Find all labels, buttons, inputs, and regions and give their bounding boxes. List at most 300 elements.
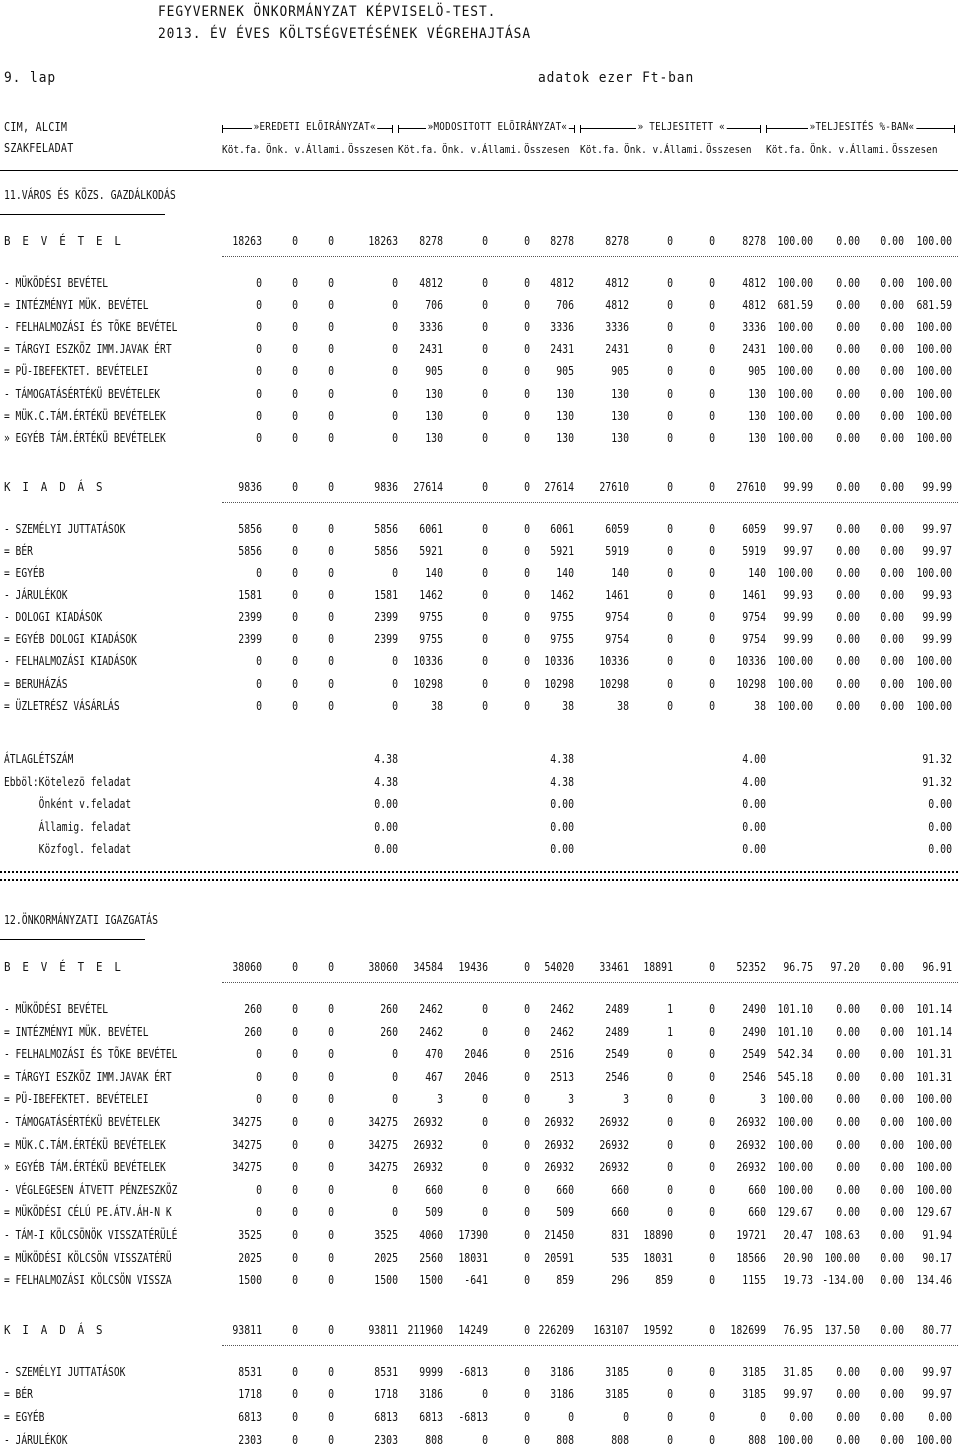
row-label: = EGYÉB xyxy=(4,566,45,580)
cell-value: 0 xyxy=(524,1228,530,1242)
row-label: Önként v.feladat xyxy=(4,797,132,811)
cell-value: 0 xyxy=(709,1364,715,1379)
cell-value: 681.59 xyxy=(916,298,952,313)
cell-value: 9754 xyxy=(742,610,766,625)
cell-value: 0 xyxy=(328,1322,334,1337)
cell-value: 5919 xyxy=(605,543,629,558)
cell-value: 0 xyxy=(256,654,262,669)
cell-value: 0 xyxy=(328,1364,334,1379)
cell-value: 0 xyxy=(667,676,673,691)
cell-value: 10298 xyxy=(599,676,629,691)
subheader-0-2: Állami. xyxy=(306,143,346,156)
cell-value: 0 xyxy=(328,1115,334,1129)
cell-value: 129.67 xyxy=(916,1205,952,1220)
cell-value: 34275 xyxy=(232,1137,262,1152)
cell-value: 100.00 xyxy=(777,234,813,248)
cell-value: 38 xyxy=(617,698,629,713)
cell-value: 99.99 xyxy=(922,610,952,625)
cell-value: 0 xyxy=(482,1115,488,1129)
cell-value: 0 xyxy=(328,408,334,423)
cell-value: 100.00 xyxy=(777,1115,813,1129)
cell-value: 2546 xyxy=(605,1069,629,1084)
cell-value: 0 xyxy=(328,234,334,248)
cell-value: 0 xyxy=(328,1273,334,1288)
cell-value: 0.00 xyxy=(836,1092,860,1107)
cell-value: 100.00 xyxy=(916,1115,952,1129)
cell-value: 100.00 xyxy=(777,276,813,290)
cell-value: 2431 xyxy=(742,342,766,357)
cell-value: 97.20 xyxy=(830,960,860,974)
cell-value: 99.99 xyxy=(783,632,813,647)
cell-value: 99.97 xyxy=(922,521,952,536)
table-row xyxy=(0,320,960,340)
cell-value: 9755 xyxy=(550,610,574,625)
cell-value: 0 xyxy=(328,676,334,691)
cell-value: 100.00 xyxy=(916,1160,952,1175)
cell-value: 100.00 xyxy=(916,408,952,423)
cell-value: 0 xyxy=(524,1115,530,1129)
cell-value: 0 xyxy=(709,521,715,536)
cell-value: 3186 xyxy=(419,1387,443,1402)
subheader-1-2: Állami. xyxy=(482,143,522,156)
cell-value: 1500 xyxy=(419,1273,443,1288)
cell-value: 0 xyxy=(709,276,715,290)
table-row xyxy=(0,632,960,652)
subheader-2-0: Köt.fa. xyxy=(580,143,620,156)
row-label: - MÜKÖDÉSI BEVÉTEL xyxy=(4,276,109,290)
cell-value: 0.00 xyxy=(880,1205,904,1220)
block-header-row xyxy=(0,480,960,500)
cell-value: 0 xyxy=(328,960,334,974)
cell-value: 0.00 xyxy=(836,1182,860,1197)
cell-value: 9836 xyxy=(374,479,398,494)
block-header-row xyxy=(0,960,960,980)
row-label: = MÜK.C.TÁM.ÉRTÉKÜ BEVÉTELEK xyxy=(4,1137,166,1152)
cell-value: 5919 xyxy=(742,543,766,558)
cell-value: 34275 xyxy=(232,1115,262,1129)
cell-value: 99.97 xyxy=(783,543,813,558)
cell-value: 0 xyxy=(709,1002,715,1016)
cell-value: 0.00 xyxy=(880,386,904,401)
cell-value: 0 xyxy=(667,521,673,536)
cell-value: 0.00 xyxy=(836,1024,860,1039)
cell-value: 0 xyxy=(392,364,398,379)
cell-value: 9755 xyxy=(550,632,574,647)
cell-value: 0 xyxy=(292,566,298,580)
cell-value: 27614 xyxy=(544,479,574,494)
cell-value: 130 xyxy=(556,386,574,401)
cell-value: 808 xyxy=(611,1432,629,1447)
cell-value: 0 xyxy=(482,654,488,669)
row-label: » EGYÉB TÁM.ÉRTÉKÜ BEVÉTELEK xyxy=(4,1160,166,1175)
row-label: = ÜZLETRÉSZ VÁSÁRLÁS xyxy=(4,698,120,713)
cell-value: 0 xyxy=(292,276,298,290)
cell-value: 0 xyxy=(328,276,334,290)
col-header-szakfeladat: SZAKFELADAT xyxy=(4,141,74,155)
cell-value: 0 xyxy=(709,1205,715,1220)
table-row xyxy=(0,1365,960,1385)
cell-value: 0 xyxy=(482,566,488,580)
group-teljesitett: » TELJESITETT « xyxy=(637,120,725,133)
cell-value: 0.00 xyxy=(880,408,904,423)
cell-value: 10336 xyxy=(413,654,443,669)
cell-value: 0 xyxy=(328,1137,334,1152)
table-row xyxy=(0,677,960,697)
cell-value: 808 xyxy=(425,1432,443,1447)
table-row xyxy=(0,610,960,630)
subheader-1-3: Összesen xyxy=(524,143,570,156)
cell-value: 100.00 xyxy=(916,1137,952,1152)
cell-value: 3185 xyxy=(605,1364,629,1379)
cell-value: 0 xyxy=(292,1115,298,1129)
cell-value: 0 xyxy=(524,1182,530,1197)
cell-value: 0 xyxy=(667,1387,673,1402)
cell-value: -134.00 xyxy=(822,1273,864,1288)
row-label: = BÉR xyxy=(4,543,33,558)
cell-value: 0.00 xyxy=(880,479,904,494)
report-title: FEGYVERNEK ÖNKORMÁNYZAT KÉPVISELÖ-TEST. xyxy=(158,4,497,20)
table-row xyxy=(0,1092,960,1112)
cell-value: 26932 xyxy=(736,1115,766,1129)
cell-value: 100.00 xyxy=(777,364,813,379)
cell-value: 0 xyxy=(328,364,334,379)
row-label: » EGYÉB TÁM.ÉRTÉKÜ BEVÉTELEK xyxy=(4,430,166,445)
cell-value: 163107 xyxy=(593,1322,629,1337)
cell-value: 0.00 xyxy=(836,1387,860,1402)
cell-value: 26932 xyxy=(413,1115,443,1129)
cell-value: 100.00 xyxy=(916,234,952,248)
cell-value: 0 xyxy=(524,1432,530,1447)
cell-value: 0 xyxy=(524,408,530,423)
cell-value: 0.00 xyxy=(836,1364,860,1379)
cell-value: 0 xyxy=(256,342,262,357)
cell-value: 0.00 xyxy=(880,1069,904,1084)
cell-value: 467 xyxy=(425,1069,443,1084)
cell-value: 0 xyxy=(328,479,334,494)
cell-value: 859 xyxy=(556,1273,574,1288)
row-label: - FELHALMOZÁSI KIADÁSOK xyxy=(4,654,137,669)
cell-value: 0 xyxy=(482,430,488,445)
cell-value: 859 xyxy=(655,1273,673,1288)
cell-value: 0 xyxy=(292,430,298,445)
cell-value: 0.00 xyxy=(880,632,904,647)
cell-value: 0 xyxy=(709,632,715,647)
cell-value: 8278 xyxy=(605,234,629,248)
cell-value: 660 xyxy=(556,1182,574,1197)
cell-value: 0 xyxy=(392,1047,398,1062)
cell-value: 0 xyxy=(256,1092,262,1107)
cell-value: 100.00 xyxy=(777,654,813,669)
table-row xyxy=(0,1251,960,1271)
cell-value: 3185 xyxy=(742,1387,766,1402)
cell-value: 0 xyxy=(667,698,673,713)
cell-value: 137.50 xyxy=(824,1322,860,1337)
cell-value: 4812 xyxy=(742,298,766,313)
cell-value: 0 xyxy=(709,430,715,445)
cell-value: 90.17 xyxy=(922,1250,952,1265)
cell-value: 0.00 xyxy=(880,1273,904,1288)
cell-value: 1461 xyxy=(605,588,629,603)
cell-value: 100.00 xyxy=(777,1182,813,1197)
cell-value: 99.93 xyxy=(783,588,813,603)
cell-value: 0.00 xyxy=(880,1024,904,1039)
cell-value: 17390 xyxy=(458,1228,488,1242)
cell-value: 0 xyxy=(482,521,488,536)
cell-value: 0 xyxy=(292,698,298,713)
cell-value: 99.99 xyxy=(783,479,813,494)
cell-value: 34275 xyxy=(368,1137,398,1152)
cell-value: 0 xyxy=(709,654,715,669)
row-label: = MÜK.C.TÁM.ÉRTÉKÜ BEVÉTELEK xyxy=(4,408,166,423)
cell-value: 0.00 xyxy=(550,797,574,811)
cell-value: 0.00 xyxy=(880,654,904,669)
cell-value: 5856 xyxy=(374,543,398,558)
cell-value: 100.00 xyxy=(916,364,952,379)
cell-value: 0 xyxy=(524,1047,530,1062)
cell-value: 0.00 xyxy=(880,364,904,379)
cell-value: 0 xyxy=(256,320,262,335)
cell-value: 5856 xyxy=(238,543,262,558)
cell-value: 100.00 xyxy=(916,698,952,713)
row-label: = INTÉZMÉNYI MÜK. BEVÉTEL xyxy=(4,298,149,313)
cell-value: 0 xyxy=(709,1024,715,1039)
cell-value: 91.32 xyxy=(922,774,952,789)
cell-value: 0.00 xyxy=(880,1160,904,1175)
cell-value: 0 xyxy=(709,1410,715,1424)
row-label: = BERUHÁZÁS xyxy=(4,676,68,691)
row-label: - JÁRULÉKOK xyxy=(4,1432,68,1447)
cell-value: 0.00 xyxy=(836,543,860,558)
cell-value: 0.00 xyxy=(880,588,904,603)
cell-value: 0 xyxy=(709,543,715,558)
subheader-2-1: Önk. v. xyxy=(624,143,664,156)
cell-value: 0 xyxy=(709,1228,715,1242)
cell-value: 260 xyxy=(244,1024,262,1039)
table-row xyxy=(0,1070,960,1090)
cell-value: 0 xyxy=(292,1432,298,1447)
cell-value: 0.00 xyxy=(880,1322,904,1337)
cell-value: 0.00 xyxy=(880,430,904,445)
cell-value: 18566 xyxy=(736,1250,766,1265)
cell-value: 4812 xyxy=(742,276,766,290)
cell-value: 0 xyxy=(256,1182,262,1197)
cell-value: 0 xyxy=(524,479,530,494)
cell-value: 0 xyxy=(292,234,298,248)
cell-value: 0.00 xyxy=(880,1250,904,1265)
cell-value: 0 xyxy=(392,298,398,313)
cell-value: 0.00 xyxy=(742,842,766,856)
cell-value: 0.00 xyxy=(742,819,766,834)
row-label: = BÉR xyxy=(4,1387,33,1402)
cell-value: 0.00 xyxy=(836,588,860,603)
cell-value: 0 xyxy=(524,1092,530,1107)
cell-value: 1462 xyxy=(550,588,574,603)
cell-value: 4.38 xyxy=(374,774,398,789)
cell-value: 0 xyxy=(292,1092,298,1107)
table-row xyxy=(0,1410,960,1430)
cell-value: -6813 xyxy=(458,1410,488,1424)
table-row xyxy=(0,1228,960,1248)
cell-value: 2560 xyxy=(419,1250,443,1265)
cell-value: 0 xyxy=(524,276,530,290)
cell-value: 0.00 xyxy=(880,566,904,580)
cell-value: 905 xyxy=(425,364,443,379)
cell-value: 1155 xyxy=(742,1273,766,1288)
cell-value: 0.00 xyxy=(836,610,860,625)
cell-value: 91.32 xyxy=(922,752,952,766)
cell-value: 99.99 xyxy=(922,632,952,647)
cell-value: 0 xyxy=(709,234,715,248)
row-label: = TÁRGYI ESZKÖZ IMM.JAVAK ÉRT xyxy=(4,1069,172,1084)
cell-value: 0 xyxy=(524,610,530,625)
cell-value: 0 xyxy=(524,566,530,580)
cell-value: 0.00 xyxy=(880,1047,904,1062)
cell-value: 0 xyxy=(524,1160,530,1175)
cell-value: 0.00 xyxy=(836,342,860,357)
cell-value: 0.00 xyxy=(836,566,860,580)
cell-value: 100.00 xyxy=(916,276,952,290)
cell-value: 0 xyxy=(292,960,298,974)
cell-value: 0.00 xyxy=(880,543,904,558)
cell-value: 0.00 xyxy=(836,1115,860,1129)
cell-value: 0 xyxy=(292,1137,298,1152)
cell-value: 0 xyxy=(524,1273,530,1288)
section-title: 11.VÁROS ÉS KÖZS. GAZDÁLKODÁS xyxy=(4,188,176,202)
cell-value: 0 xyxy=(667,1410,673,1424)
cell-value: 260 xyxy=(380,1002,398,1016)
cell-value: 0 xyxy=(482,588,488,603)
cell-value: 100.00 xyxy=(777,1137,813,1152)
cell-value: 0 xyxy=(392,276,398,290)
cell-value: 0 xyxy=(292,1160,298,1175)
cell-value: 1500 xyxy=(374,1273,398,1288)
cell-value: 0.00 xyxy=(880,1115,904,1129)
cell-value: 93811 xyxy=(232,1322,262,1337)
cell-value: 0 xyxy=(292,479,298,494)
cell-value: 0 xyxy=(328,386,334,401)
cell-value: 26932 xyxy=(599,1160,629,1175)
cell-value: 0 xyxy=(524,1205,530,1220)
cell-value: 0.00 xyxy=(928,797,952,811)
cell-value: 6059 xyxy=(742,521,766,536)
cell-value: 4812 xyxy=(605,276,629,290)
cell-value: 54020 xyxy=(544,960,574,974)
cell-value: 3185 xyxy=(742,1364,766,1379)
cell-value: 0 xyxy=(524,386,530,401)
table-row xyxy=(0,431,960,451)
cell-value: 0 xyxy=(667,364,673,379)
cell-value: 20.47 xyxy=(783,1228,813,1242)
group-modositott: »MODOSITOTT ELÕIRÁNYZAT« xyxy=(427,120,568,133)
cell-value: 0 xyxy=(328,1250,334,1265)
cell-value: 100.00 xyxy=(777,320,813,335)
cell-value: 38060 xyxy=(232,960,262,974)
block-header-row xyxy=(0,1323,960,1343)
table-row xyxy=(0,1273,960,1293)
cell-value: 0 xyxy=(524,430,530,445)
cell-value: 19436 xyxy=(458,960,488,974)
cell-value: 0 xyxy=(524,1002,530,1016)
cell-value: 4.00 xyxy=(742,752,766,766)
cell-value: 0 xyxy=(392,430,398,445)
cell-value: 3 xyxy=(568,1092,574,1107)
row-label: = MÜKÖDÉSI KÖLCSÖN VISSZATÉRÜ xyxy=(4,1250,172,1265)
cell-value: 660 xyxy=(748,1182,766,1197)
table-row xyxy=(0,1115,960,1135)
cell-value: 130 xyxy=(748,386,766,401)
row-label: - DOLOGI KIADÁSOK xyxy=(4,610,103,625)
cell-value: 0 xyxy=(524,543,530,558)
cell-value: 0 xyxy=(392,1092,398,1107)
cell-value: 18263 xyxy=(232,234,262,248)
subheader-3-0: Köt.fa. xyxy=(766,143,806,156)
cell-value: 0 xyxy=(524,960,530,974)
row-label: = PÜ-IBEFEKTET. BEVÉTELEI xyxy=(4,1092,149,1107)
cell-value: 100.00 xyxy=(777,698,813,713)
block-header-row xyxy=(0,234,960,254)
cell-value: 3186 xyxy=(550,1364,574,1379)
cell-value: 26932 xyxy=(599,1115,629,1129)
cell-value: 99.97 xyxy=(783,1387,813,1402)
group-eredeti: »EREDETI ELÕIRÁNYZAT« xyxy=(253,120,376,133)
cell-value: 99.99 xyxy=(783,610,813,625)
cell-value: 0 xyxy=(524,320,530,335)
cell-value: 0.00 xyxy=(374,819,398,834)
cell-value: 101.31 xyxy=(916,1069,952,1084)
cell-value: 0 xyxy=(482,1137,488,1152)
row-label: K I A D Á S xyxy=(4,479,106,494)
cell-value: 0.00 xyxy=(880,1432,904,1447)
cell-value: 27610 xyxy=(736,479,766,494)
cell-value: 26932 xyxy=(413,1160,443,1175)
table-row xyxy=(0,588,960,608)
row-label: - MÜKÖDÉSI BEVÉTEL xyxy=(4,1002,109,1016)
table-row xyxy=(0,522,960,542)
cell-value: 0 xyxy=(524,676,530,691)
cell-value: 130 xyxy=(611,408,629,423)
cell-value: 38 xyxy=(431,698,443,713)
cell-value: 18891 xyxy=(643,960,673,974)
cell-value: 130 xyxy=(748,430,766,445)
row-label: = EGYÉB DOLOGI KIADÁSOK xyxy=(4,632,137,647)
cell-value: 0.00 xyxy=(836,1069,860,1084)
cell-value: 0 xyxy=(482,543,488,558)
cell-value: 0 xyxy=(482,610,488,625)
cell-value: 0 xyxy=(524,1387,530,1402)
cell-value: 2462 xyxy=(419,1002,443,1016)
cell-value: 9755 xyxy=(419,610,443,625)
cell-value: 0.00 xyxy=(836,676,860,691)
cell-value: 9754 xyxy=(605,632,629,647)
cell-value: 0 xyxy=(482,1160,488,1175)
cell-value: 260 xyxy=(380,1024,398,1039)
cell-value: 9754 xyxy=(742,632,766,647)
cell-value: 470 xyxy=(425,1047,443,1062)
cell-value: 130 xyxy=(556,408,574,423)
cell-value: 4060 xyxy=(419,1228,443,1242)
subheader-0-1: Önk. v. xyxy=(266,143,306,156)
row-label: - TÁMOGATÁSÉRTÉKÜ BEVÉTELEK xyxy=(4,386,161,401)
cell-value: 100.00 xyxy=(777,566,813,580)
cell-value: 0 xyxy=(392,342,398,357)
cell-value: 0 xyxy=(482,1002,488,1016)
cell-value: 6813 xyxy=(238,1410,262,1424)
cell-value: 0 xyxy=(256,386,262,401)
cell-value: 0.00 xyxy=(880,298,904,313)
cell-value: 0.00 xyxy=(374,797,398,811)
cell-value: 0.00 xyxy=(928,819,952,834)
cell-value: 0 xyxy=(709,1137,715,1152)
